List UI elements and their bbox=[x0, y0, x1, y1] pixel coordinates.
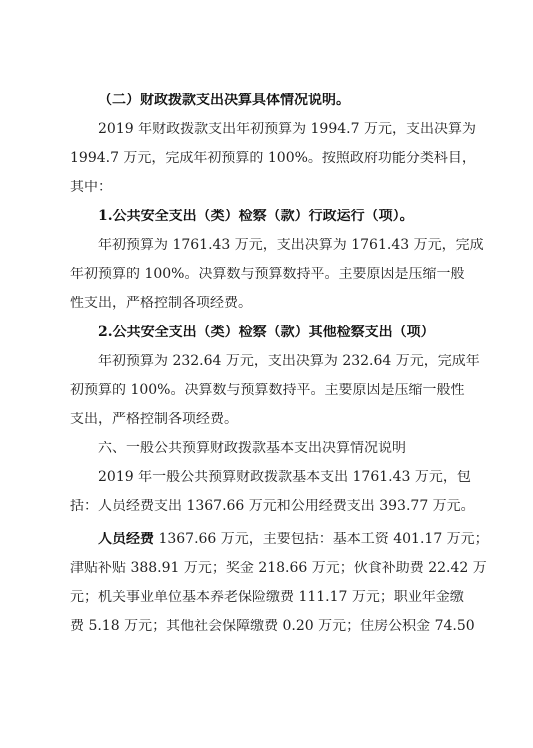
section-heading-other-procuratorial: 2.公共安全支出（类）检察（款）其他检察支出（项） bbox=[98, 325, 435, 340]
section-heading-financial-allocation: （二）财政拨款支出决算具体情况说明。 bbox=[98, 93, 350, 108]
paragraph-line: 支出，严格控制各项经费。 bbox=[70, 412, 238, 427]
personnel-first-line-text: 1367.66 万元，主要包括：基本工资 401.17 万元； bbox=[154, 532, 489, 547]
paragraph-line: 年初预算为 1761.43 万元，支出决算为 1761.43 万元，完成 bbox=[98, 238, 484, 253]
paragraph-line: 1994.7 万元，完成年初预算的 100%。按照政府功能分类科目， bbox=[70, 151, 476, 166]
paragraph-line: 年初预算为 232.64 万元，支出决算为 232.64 万元，完成年 bbox=[98, 354, 480, 369]
paragraph-line: 括：人员经费支出 1367.66 万元和公用经费支出 393.77 万元。 bbox=[70, 499, 475, 514]
personnel-paragraph-first-line bbox=[70, 532, 503, 561]
paragraph-line: 初预算的 100%。决算数与预算数持平。主要原因是压缩一般性 bbox=[70, 383, 465, 398]
paragraph-line: 其中： bbox=[70, 180, 112, 195]
paragraph-line: 年初预算的 100%。决算数与预算数持平。主要原因是压缩一般 bbox=[70, 267, 465, 282]
paragraph-line: 性支出，严格控制各项经费。 bbox=[70, 296, 252, 311]
paragraph-line: 津贴补贴 388.91 万元；奖金 218.66 万元；伙食补助费 22.42 万 bbox=[70, 561, 487, 576]
paragraph-line: 费 5.18 万元；其他社会保障缴费 0.20 万元；住房公积金 74.50 bbox=[70, 619, 475, 634]
paragraph-line: 元；机关事业单位基本养老保险缴费 111.17 万元；职业年金缴 bbox=[70, 590, 464, 605]
paragraph-line: 2019 年一般公共预算财政拨款基本支出 1761.43 万元，包 bbox=[98, 470, 471, 485]
section-heading-admin-operation: 1.公共安全支出（类）检察（款）行政运行（项）。 bbox=[98, 209, 414, 224]
paragraph-line: 2019 年财政拨款支出年初预算为 1994.7 万元，支出决算为 bbox=[98, 122, 476, 137]
personnel-label: 人员经费 bbox=[98, 532, 154, 547]
section-heading-basic-expenditure: 六、一般公共预算财政拨款基本支出决算情况说明 bbox=[98, 441, 406, 456]
